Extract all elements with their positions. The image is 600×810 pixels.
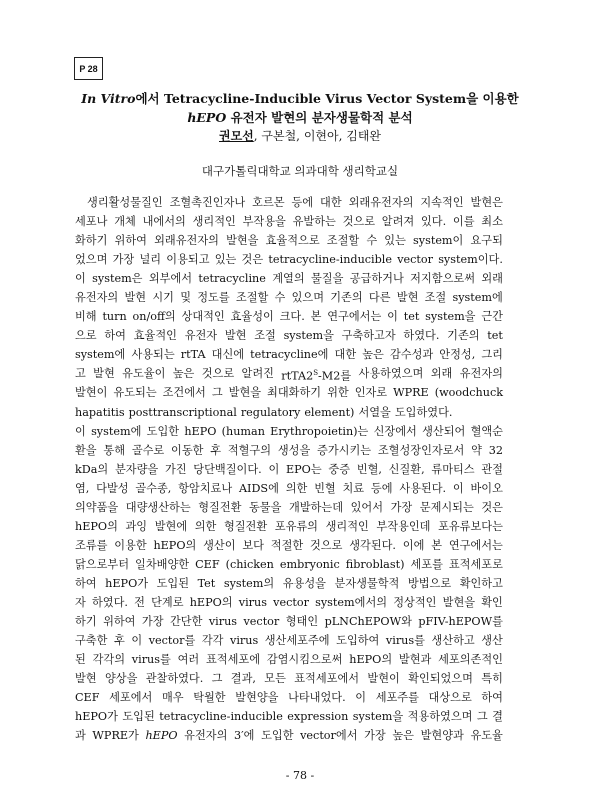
body-line: 구축한 후 이 vector를 각각 virus 생산세포주에 도입하여 virus를 생산하고 생산 bbox=[75, 634, 503, 648]
body-line: CEF 세포에서 매우 탁월한 발현양을 나타내었다. 이 세포주를 대상으로 하여 bbox=[75, 691, 503, 705]
presenter-name: 권모선 bbox=[219, 129, 254, 143]
body-line: 과 WPRE가 hEPO 유전자의 3′에 도입한 vector에서 가장 높은 발현양과 유도율 bbox=[75, 729, 503, 743]
body-line: 생리활성물질인 조혈촉진인자나 호르몬 등에 대한 외래유전자의 지속적인 발현은 bbox=[87, 196, 503, 209]
body-line: 화하기 위하여 외래유전자의 발현을 효율적으로 조절할 수 있는 system이 요구되 bbox=[75, 234, 503, 248]
body-line: 닭으로부터 일차배양한 CEF (chicken embryonic fibroblast) 세포를 표적세포로 bbox=[75, 557, 503, 571]
body-line: 의약품을 대량생산하는 형질전환 동물을 개발하는데 있어서 가장 문제시되는 것은 bbox=[75, 500, 503, 514]
body-line: 비해 turn on/off의 상대적인 효율성이 크다. 본 연구에서는 이 tet system을 근간 bbox=[75, 310, 503, 324]
body-line: 이 system에 도입한 hEPO (human Erythropoietin)는 신장에서 생산되어 혈액순 bbox=[75, 424, 503, 438]
body-line: hapatitis posttranscriptional regulatory element) 서열을 도입하였다. bbox=[75, 405, 453, 419]
coauthor-names: , 구본철, 이현아, 김태완 bbox=[253, 129, 381, 143]
abstract-body bbox=[75, 193, 503, 745]
body-line: 염, 다발성 골수종, 항암치료나 AIDS에 의한 빈혈 치료 등에 사용된다. 이 바이오 bbox=[75, 481, 503, 495]
authors bbox=[0, 127, 600, 144]
body-line: 이 system은 외부에서 tetracycline 계열의 물질을 공급하거나 저지함으로써 외래 bbox=[75, 272, 503, 286]
body-line: hEPO가 도입된 tetracycline-inducible expression system을 적용하였으며 그 결 bbox=[75, 710, 503, 724]
body-line: 조류를 이용한 hEPO의 생산이 보다 적절한 것으로 생각된다. 이에 본 연구에서는 bbox=[75, 538, 503, 552]
body-line: kDa의 분자량을 가진 당단백질이다. 이 EPO는 중증 빈혈, 신질환, 류마티스 관절 bbox=[75, 462, 503, 476]
title-line-2: hEPO 유전자 발현의 분자생물학적 분석 bbox=[187, 110, 413, 125]
body-line: 발현이 유도되는 조건에서 그 발현을 최대화하기 위한 인자로 WPRE (woodchuck bbox=[75, 386, 503, 400]
body-line: system에 사용되는 rtTA 대신에 tetracycline에 대한 높은 감수성과 안정성, 그리 bbox=[75, 348, 503, 362]
affiliation: 대구가톨릭대학교 의과대학 생리학교실 bbox=[201, 164, 399, 178]
body-line: 으로 하여 효율적인 유전자 발현 조절 system을 구축하고자 하였다. 기존의 tet bbox=[75, 329, 503, 343]
body-line: 세포나 개체 내에서의 생리적인 부작용을 유발하는 것으로 알려져 있다. 이를 최소 bbox=[75, 215, 503, 229]
body-line: 발현 양상을 관찰하였다. 그 결과, 모든 표적세포에서 발현이 확인되었으며 특히 bbox=[75, 672, 503, 686]
body-line: 된 각각의 virus를 여러 표적세포에 감염시킴으로써 hEPO의 발현과 세포의존적인 bbox=[75, 653, 503, 667]
body-line: 고 발현 유도율이 높은 것으로 알려진 $rtTA2^S-M2$를 사용하였으며 외래 유전자의 bbox=[75, 367, 503, 384]
page-label-box bbox=[74, 57, 103, 80]
page-label: P 28 bbox=[79, 63, 98, 74]
title-line-1: In Vitro에서 Tetracycline-Inducible Virus Vector System을 이용한 bbox=[81, 91, 519, 106]
body-line: 환을 통해 골수로 이동한 후 적혈구의 생성을 증가시키는 조혈성장인자로서 약 32 bbox=[75, 443, 503, 457]
body-line: 하여 hEPO가 도입된 Tet system의 유용성을 분자생물학적 방법으로 확인하고 bbox=[75, 576, 503, 590]
body-line: 자 하였다. 전 단계로 hEPO의 virus vector system에서의 정상적인 발현을 확인 bbox=[75, 595, 503, 609]
page-number: - 78 - bbox=[285, 769, 315, 782]
body-line: 유전자의 발현 시기 및 정도를 조절할 수 있으며 기존의 다른 발현 조절 system에 bbox=[75, 291, 503, 305]
body-line: 었으며 가장 널리 이용되고 있는 것은 tetracycline-inducible vector system이다. bbox=[75, 253, 503, 267]
body-line: hEPO의 과잉 발현에 의한 형질전환 포유류의 생리적인 부작용인데 포유류보다는 bbox=[75, 519, 503, 533]
body-line: 하기 위하여 가장 간단한 virus vector 형태인 pLNChEPOW와 pFIV-hEPOW를 bbox=[75, 615, 503, 629]
